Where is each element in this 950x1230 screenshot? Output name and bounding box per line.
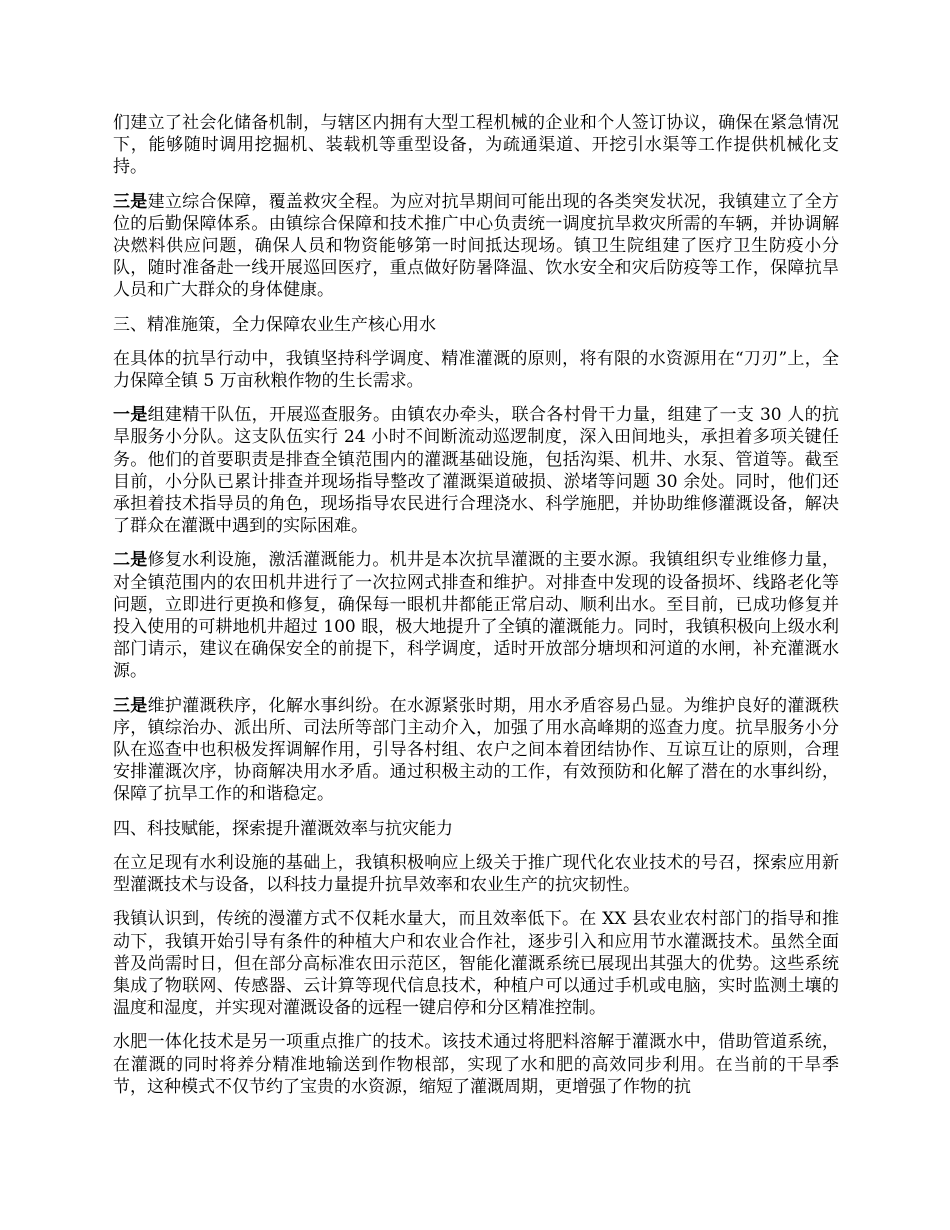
paragraph-lead: 三是: [113, 191, 148, 212]
paragraph-body: 建立综合保障，覆盖救灾全程。为应对抗旱期间可能出现的各类突发状况，我镇建立了全方位的后勤保障体系。由镇综合保障和技术推广中心负责统一调度抗旱救灾所需的车辆，并协调解决燃料供应问题，确保人员和物资能够第一时间抵达现场。镇卫生院组建了医疗卫生防疫小分队，随时准备赴一线开展巡回医疗，重点做好防暑降温、饮水安全和灾后防疫等工作，保障抗旱人员和广大群众的身体健康。: [113, 191, 840, 301]
paragraph-body: 在具体的抗旱行动中，我镇坚持科学调度、精准灌溉的原则，将有限的水资源用在“刀刃”上，全力保障全镇 5 万亩秋粮作物的生长需求。: [113, 348, 839, 392]
section-heading-4: [113, 818, 839, 840]
paragraph-repair-facilities: [113, 549, 839, 682]
paragraph-patrol-team: [113, 404, 839, 537]
paragraph-mechanization-support: [113, 112, 839, 179]
paragraph-lead: 三是: [113, 695, 148, 716]
heading-text: 三、精准施策，全力保障农业生产核心用水: [113, 314, 436, 335]
paragraph-smart-irrigation: [113, 908, 839, 1019]
heading-text: 四、科技赋能，探索提升灌溉效率与抗灾能力: [113, 818, 453, 839]
paragraph-body: 我镇认识到，传统的漫灌方式不仅耗水量大，而且效率低下。在 XX 县农业农村部门的指导和推动下，我镇开始引导有条件的种植大户和农业合作社，逐步引入和应用节水灌溉技术。虽然全面普及尚需时日，但在部分高标准农田示范区，智能化灌溉系统已展现出其强大的优势。这些系统集成了物联网、传感器、云计算等现代信息技术，种植户可以通过手机或电脑，实时监测土壤的温度和湿度，并实现对灌溉设备的远程一键启停和分区精准控制。: [113, 909, 839, 1019]
paragraph-body: 修复水利设施，激活灌溉能力。机井是本次抗旱灌溉的主要水源。我镇组织专业维修力量，对全镇范围内的农田机井进行了一次拉网式排查和维护。对排查中发现的设备损坏、线路老化等问题，立即进行更换和修复，确保每一眼机井都能正常启动、顺利出水。至目前，已成功修复并投入使用的可耕地机井超过 100 眼，极大地提升了全镇的灌溉能力。同时，我镇积极向上级水利部门请示，建议在确保安全的前提下，科学调度，适时开放部分塘坝和河道的水闸，补充灌溉水源。: [113, 550, 840, 682]
paragraph-body: 水肥一体化技术是另一项重点推广的技术。该技术通过将肥料溶解于灌溉水中，借助管道系统，在灌溉的同时将养分精准地输送到作物根部，实现了水和肥的高效同步利用。在当前的干旱季节，这种模式不仅节约了宝贵的水资源，缩短了灌溉周期，更增强了作物的抗: [113, 1032, 839, 1097]
section-heading-3: [113, 314, 839, 336]
paragraph-lead: 一是: [113, 405, 148, 426]
paragraph-body: 在立足现有水利设施的基础上，我镇积极响应上级关于推广现代化农业技术的号召，探索应用新型灌溉技术与设备，以科技力量提升抗旱效率和农业生产的抗灾韧性。: [113, 852, 839, 896]
paragraph-water-fertilizer: [113, 1031, 839, 1098]
paragraph-body: 组建精干队伍，开展巡查服务。由镇农办牵头，联合各村骨干力量，组建了一支 30 人的抗旱服务小分队。这支队伍实行 24 小时不间断流动巡逻制度，深入田间地头，承担着多项关键任务。他们的首要职责是排查全镇范围内的灌溉基础设施，包括沟渠、机井、水泵、管道等。截至目前，小分队已累计排查并现场指导整改了灌溉渠道破损、淤堵等问题 30 余处。同时，他们还承担着技术指导员的角色，现场指导农民进行合理浇水、科学施肥，并协助维修灌溉设备，解决了群众在灌溉中遇到的实际困难。: [113, 405, 839, 537]
document-page: [113, 112, 839, 1110]
paragraph-comprehensive-guarantee: [113, 191, 839, 302]
paragraph-body: 们建立了社会化储备机制，与辖区内拥有大型工程机械的企业和个人签订协议，确保在紧急情况下，能够随时调用挖掘机、装载机等重型设备，为疏通渠道、开挖引水渠等工作提供机械化支持。: [113, 113, 839, 178]
paragraph-section-4-intro: [113, 852, 839, 896]
paragraph-body: 维护灌溉秩序，化解水事纠纷。在水源紧张时期，用水矛盾容易凸显。为维护良好的灌溉秩序，镇综治办、派出所、司法所等部门主动介入，加强了用水高峰期的巡查力度。抗旱服务小分队在巡查中也积极发挥调解作用，引导各村组、农户之间本着团结协作、互谅互让的原则，合理安排灌溉次序，协商解决用水矛盾。通过积极主动的工作，有效预防和化解了潜在的水事纠纷，保障了抗旱工作的和谐稳定。: [113, 695, 840, 805]
paragraph-lead: 二是: [113, 550, 148, 571]
paragraph-irrigation-order: [113, 695, 839, 806]
paragraph-section-3-intro: [113, 348, 839, 392]
